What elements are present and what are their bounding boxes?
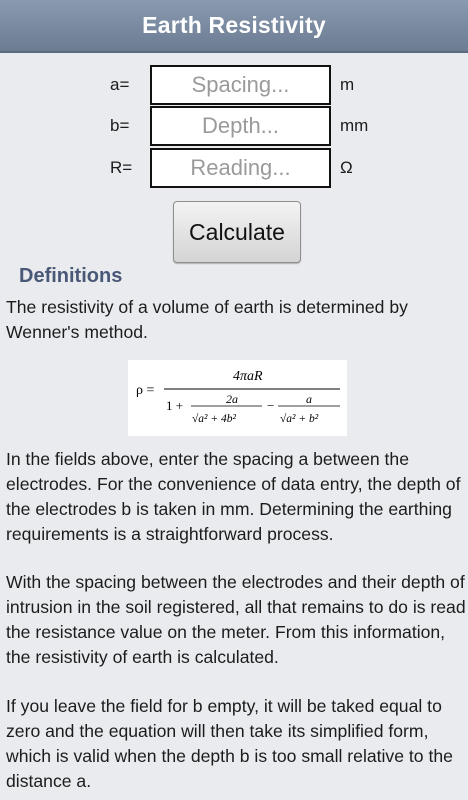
reading-row [0, 148, 468, 188]
formula-frac2-num: a [306, 392, 312, 406]
formula-minus: − [267, 398, 275, 413]
reading-label: R= [110, 158, 133, 177]
resistivity-formula [128, 360, 347, 436]
entry-instructions-paragraph: In the fields above, enter the spacing a between the electrodes. For the convenience of data entry, the depth of the electrodes b is taken in mm. Determining the earthing requirements is a straightforward process. [6, 449, 461, 544]
simplified-form-paragraph: If you leave the field for b empty, it will be taked equal to zero and the equation will then take its simplified form, which is valid when the depth b is too small relative to the distance a. [6, 696, 453, 791]
depth-unit: mm [340, 116, 369, 135]
spacing-row [0, 65, 468, 105]
spacing-unit: m [340, 75, 355, 94]
formula-frac1-den: √a² + 4b² [192, 413, 236, 425]
depth-input[interactable] [150, 106, 331, 146]
formula-one-plus: 1 + [166, 398, 184, 413]
definitions-heading: Definitions [19, 265, 123, 287]
formula-lhs: ρ = [136, 383, 155, 398]
calculate-button[interactable]: Calculate [173, 201, 301, 263]
formula-frac1-num: 2a [226, 392, 238, 406]
intro-paragraph: The resistivity of a volume of earth is determined by Wenner's method. [6, 297, 408, 342]
reading-input[interactable] [150, 148, 331, 188]
formula-numerator: 4πaR [233, 369, 263, 384]
title-bar [0, 0, 468, 53]
formula-frac2-den: √a² + b² [280, 413, 319, 425]
main-content [0, 53, 468, 800]
spacing-label: a= [110, 75, 130, 94]
formula-graphic [128, 360, 347, 436]
app-title: Earth Resistivity [142, 12, 326, 38]
depth-row [0, 106, 468, 146]
measurement-paragraph: With the spacing between the electrodes and their depth of intrusion in the soil registered, all that remains to do is read the resistance value on the meter. From this information, the resistivity of earth is calculated. [6, 572, 466, 667]
depth-label: b= [110, 116, 130, 135]
spacing-input[interactable] [150, 65, 331, 105]
reading-unit: Ω [340, 158, 353, 177]
